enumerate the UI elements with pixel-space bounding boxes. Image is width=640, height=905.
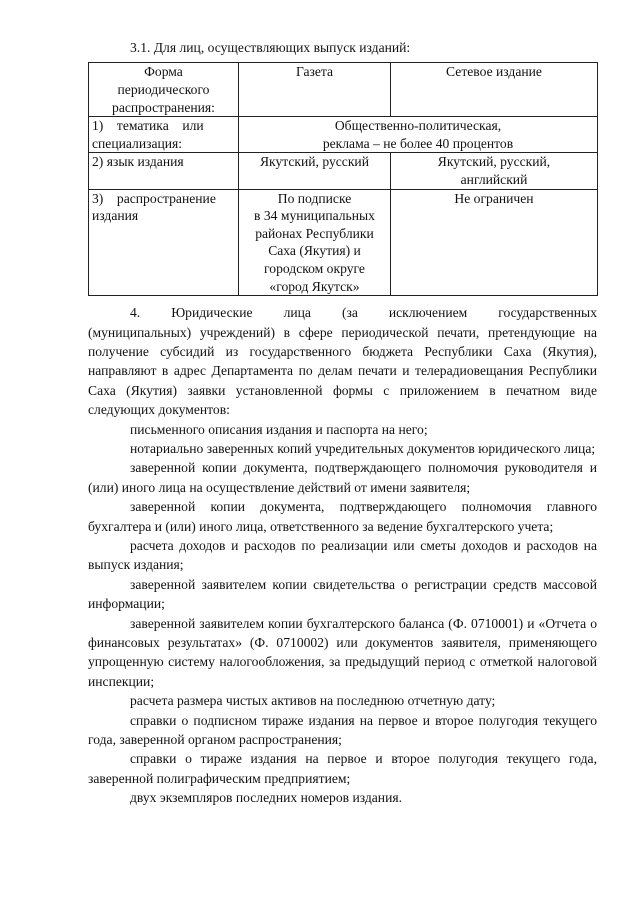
row-distribution-label: 3) распространение издания xyxy=(89,189,239,296)
table-row-distribution xyxy=(89,189,598,296)
header-online-cell: Сетевое издание xyxy=(391,63,598,117)
doc-item-income-expenses: расчета доходов и расходов по реализации или сметы доходов и расходов на выпуск издания; xyxy=(88,538,597,573)
doc-item-balance-sheet: заверенной заявителем копии бухгалтерского баланса (Ф. 0710001) и «Отчета о финансовых результатах» (Ф. 0710002) или документов заявителя, применяющего упрощенную систему налогообложения, за предыдущий период с отметкой налоговой инспекции; xyxy=(88,615,597,689)
header-newspaper-cell: Газета xyxy=(239,63,391,117)
doc-item-net-assets: расчета размера чистых активов на последнюю отчетную дату; xyxy=(130,693,496,709)
doc-item-founding-docs: нотариально заверенных копий учредительных документов юридического лица; xyxy=(130,440,596,456)
header-form-cell: Форма периодического распространения: xyxy=(89,63,239,117)
row-distribution-newspaper: По подписке в 34 муниципальных районах Республики Саха (Якутия) и городском округе «город Якутск» xyxy=(239,189,391,296)
row-language-online: Якутский, русский, английский xyxy=(391,153,598,189)
doc-item-description: письменного описания издания и паспорта на него; xyxy=(130,421,428,437)
section-heading: 3.1. Для лиц, осуществляющих выпуск изданий: xyxy=(130,40,411,55)
doc-item-director-authority: заверенной копии документа, подтверждающего полномочия руководителя и (или) иного лица на осуществление действий от имени заявителя; xyxy=(88,460,597,495)
paragraph-4: 4. Юридические лица (за исключением государственных (муниципальных) учреждений) в сфере периодической печати, претендующие на получение субсидий из государственного бюджета Республики Саха (Якутия), направляют в адрес Департамента по делам печати и телерадиовещания Республики Саха (Якутия) заявки установленной формы с приложением в печатном виде следующих документов: xyxy=(88,305,601,418)
doc-item-print-circulation: справки о тираже издания на первое и второе полугодия текущего года, заверенной полиграфическим предприятием; xyxy=(88,751,597,786)
table-row-language xyxy=(89,153,598,189)
distribution-forms-table xyxy=(88,62,598,296)
row-topic-value: Общественно-политическая, реклама – не более 40 процентов xyxy=(239,117,598,153)
doc-item-issue-copies: двух экземпляров последних номеров издания. xyxy=(130,790,403,806)
table-row-topic xyxy=(89,117,598,153)
row-language-newspaper: Якутский, русский xyxy=(239,153,391,189)
doc-item-accountant-authority: заверенной копии документа, подтверждающего полномочия главного бухгалтера и (или) иного лица, ответственного за ведение бухгалтерского учета; xyxy=(88,499,597,534)
row-distribution-online: Не ограничен xyxy=(391,189,598,296)
row-language-label: 2) язык издания xyxy=(89,153,239,189)
row-topic-label: 1) тематика или специализация: xyxy=(89,117,239,153)
doc-item-subscription-circulation: справки о подписном тираже издания на первое и второе полугодия текущего года, заверенной органом распространения; xyxy=(88,712,597,748)
doc-item-media-registration: заверенной заявителем копии свидетельства о регистрации средств массовой информации; xyxy=(88,576,597,612)
table-header-row xyxy=(89,63,598,117)
